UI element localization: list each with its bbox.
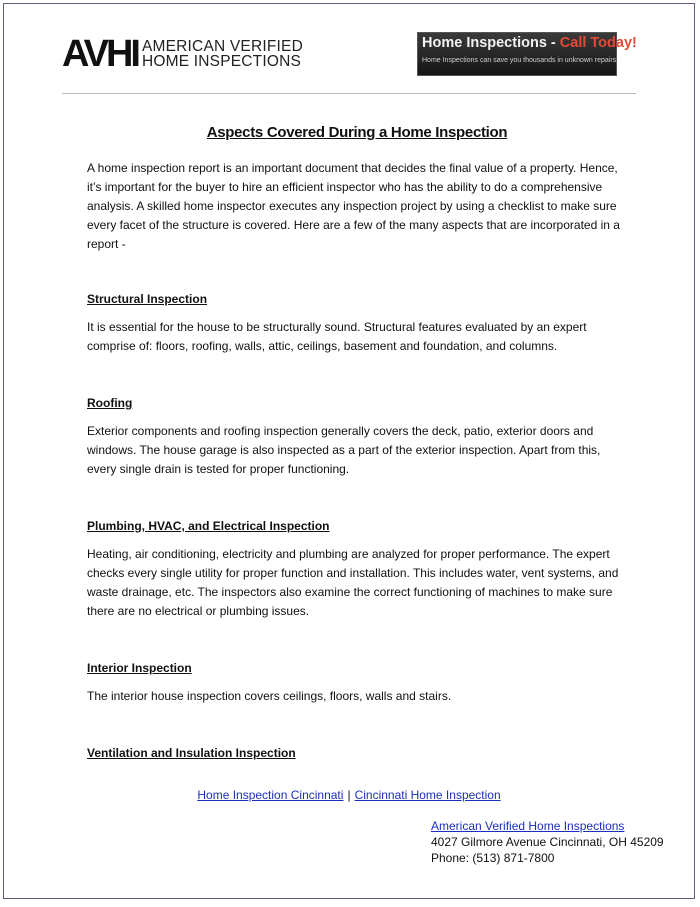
section-heading: Roofing <box>87 396 133 410</box>
footer-links <box>4 788 694 802</box>
street-address: 4027 Gilmore Avenue Cincinnati, OH 45209 <box>431 835 664 849</box>
company-link[interactable]: American Verified Home Inspections <box>431 819 625 833</box>
call-today-banner[interactable] <box>417 32 637 76</box>
section-body: Exterior components and roofing inspection generally covers the deck, patio, exterior doors and windows. The house garage is also inspected as a part of the exterior inspection. Apart from this, every single drain is tested for proper functioning. <box>87 424 601 476</box>
section-body: Heating, air conditioning, electricity and plumbing are analyzed for proper performance. The expert checks every single utility for proper function and installation. This includes water, vent systems, and waste drainage, etc. The inspectors also examine the correct functioning of machines to make sure there are no electrical or plumbing issues. <box>87 547 619 618</box>
section-plumbing-hvac-electrical <box>87 519 627 621</box>
company-logo <box>62 33 303 75</box>
section-heading: Plumbing, HVAC, and Electrical Inspection <box>87 519 330 533</box>
banner-cta: Call Today! <box>559 35 637 51</box>
banner-title-text: Home Inspections - <box>422 35 560 51</box>
banner-title <box>422 35 637 51</box>
section-heading: Interior Inspection <box>87 661 192 675</box>
section-heading: Structural Inspection <box>87 292 208 306</box>
intro-paragraph: A home inspection report is an important document that decides the final value of a property. Hence, it’s important for the buyer to hire an efficient inspector who has the ability to do a comprehensive analysis. A skilled home inspector executes any inspection project by using a checklist to make sure every facet of the structure is covered. Here are a few of the many aspects that are incorporated in a report - <box>87 161 620 251</box>
section-body: It is essential for the house to be structurally sound. Structural features evaluated by an expert comprise of: floors, roofing, walls, attic, ceilings, basement and foundation, and columns. <box>87 320 587 353</box>
banner-subtitle: Home Inspections can save you thousands in unknown repairs. <box>422 57 619 64</box>
company-address-block <box>431 818 664 866</box>
section-ventilation-insulation <box>87 746 627 760</box>
logo-text <box>142 39 303 69</box>
section-roofing <box>87 396 627 479</box>
document-title: Aspects Covered During a Home Inspection <box>206 124 508 141</box>
link-separator: | <box>347 788 351 802</box>
link-home-inspection-cincinnati[interactable]: Home Inspection Cincinnati <box>197 788 344 802</box>
section-structural <box>87 292 627 356</box>
logo-line-2: HOME INSPECTIONS <box>141 53 302 70</box>
document-body <box>87 124 627 760</box>
phone-number: Phone: (513) 871-7800 <box>431 851 555 865</box>
link-cincinnati-home-inspection[interactable]: Cincinnati Home Inspection <box>354 788 501 802</box>
logo-mark: AVHI <box>62 33 138 75</box>
section-interior <box>87 661 627 706</box>
section-body: The interior house inspection covers ceilings, floors, walls and stairs. <box>87 689 452 703</box>
section-heading: Ventilation and Insulation Inspection <box>87 746 296 760</box>
document-page <box>3 3 695 899</box>
logo-line-1: AMERICAN VERIFIED <box>141 38 303 55</box>
header-divider <box>62 93 636 94</box>
